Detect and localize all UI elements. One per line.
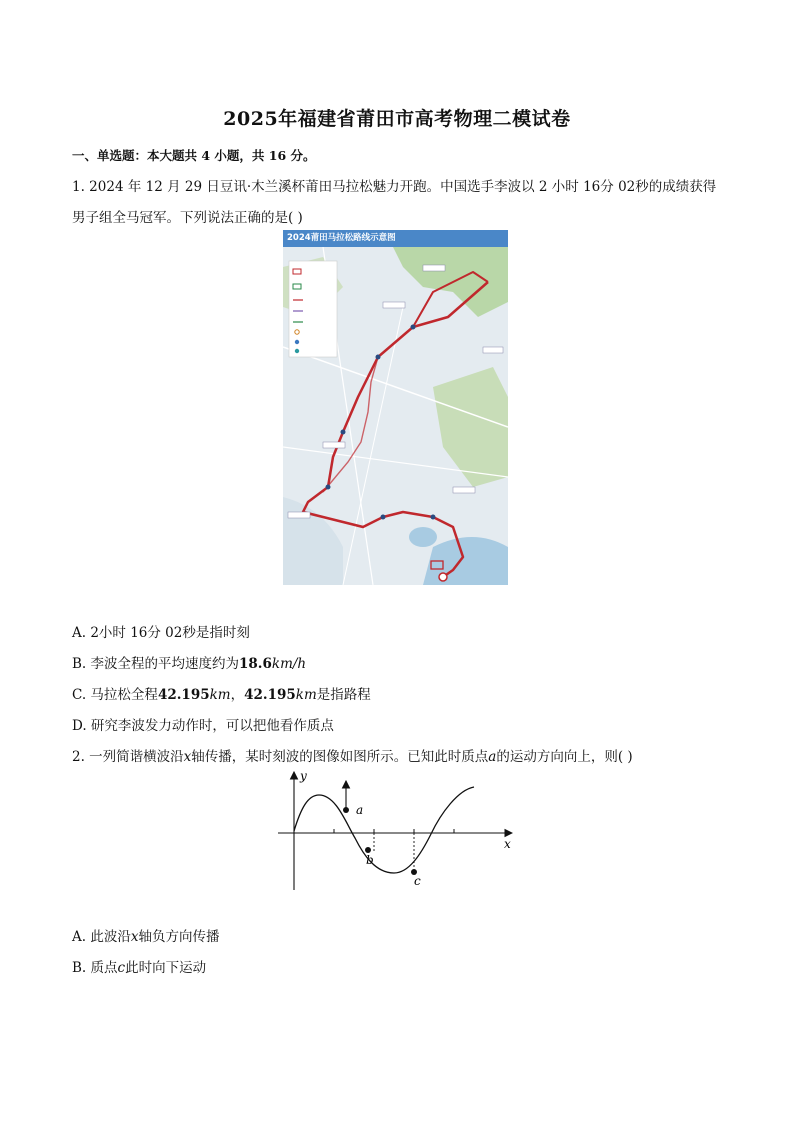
q2-stem-a: a — [488, 749, 497, 765]
question-1-stem-line2: 男子组全马冠军。下列说法正确的是( ) — [72, 210, 303, 226]
q1-option-c-unit-1: km — [209, 687, 231, 703]
marathon-route-map — [283, 230, 508, 585]
q1-option-a: A. 2小时 16分 02秒是指时刻 — [72, 625, 250, 641]
wave-curve — [294, 787, 474, 873]
q1-option-b — [72, 652, 306, 672]
q1-option-c-text: C. 马拉松全程 — [72, 687, 158, 703]
map-title: 2024莆田马拉松路线示意图 — [283, 230, 508, 247]
question-1-stem-line1: 1. 2024 年 12 月 29 日豆讯·木兰溪杯莆田马拉松魅力开跑。中国选手李波以 2 小时 16分 02秒的成绩获得 — [72, 179, 717, 195]
q2-option-b-pre: B. 质点 — [72, 960, 118, 976]
point-c-label: c — [414, 874, 421, 888]
page-title: 2025年福建省莆田市高考物理二模试卷 — [223, 108, 571, 130]
q2-option-b-post: 此时向下运动 — [125, 960, 207, 976]
q2-option-b — [72, 956, 206, 976]
q2-option-a-x: x — [130, 929, 139, 945]
q1-option-c-unit-2: km — [295, 687, 317, 703]
wave-graph — [276, 768, 516, 893]
q1-option-b-unit: km/h — [271, 656, 307, 672]
q2-option-a-pre: A. 此波沿 — [72, 929, 131, 945]
q2-option-a-post: 轴负方向传播 — [138, 929, 220, 945]
q1-option-c — [72, 683, 371, 703]
q1-option-c-value-1: 42.195 — [157, 687, 210, 703]
q1-option-d: D. 研究李波发力动作时，可以把他看作质点 — [72, 718, 334, 734]
map-graphic — [283, 247, 508, 585]
point-a-label: a — [356, 803, 364, 817]
q1-option-b-text: B. 李波全程的平均速度约为 — [72, 656, 240, 672]
q2-option-a — [72, 925, 219, 945]
question-2-stem — [72, 745, 633, 765]
q1-option-c-sep: ， — [230, 687, 245, 703]
q1-option-c-value-2: 42.195 — [244, 687, 296, 703]
q1-option-c-post: 是指路程 — [316, 687, 371, 703]
q2-stem-pre: 2. 一列简谐横波沿 — [72, 749, 184, 765]
q2-stem-x: x — [183, 749, 192, 765]
x-axis-label: x — [504, 837, 511, 851]
q2-option-b-c: c — [117, 960, 126, 976]
q2-stem-post: 的运动方向向上，则( ) — [496, 749, 633, 765]
section-header: 一、单选题：本大题共 4 小题，共 16 分。 — [72, 148, 316, 163]
q2-stem-mid: 轴传播，某时刻波的图像如图所示。已知此时质点 — [191, 749, 489, 765]
point-b-label: b — [366, 853, 374, 867]
y-axis-label: y — [300, 769, 307, 783]
q1-option-b-value: 18.6 — [239, 656, 272, 672]
